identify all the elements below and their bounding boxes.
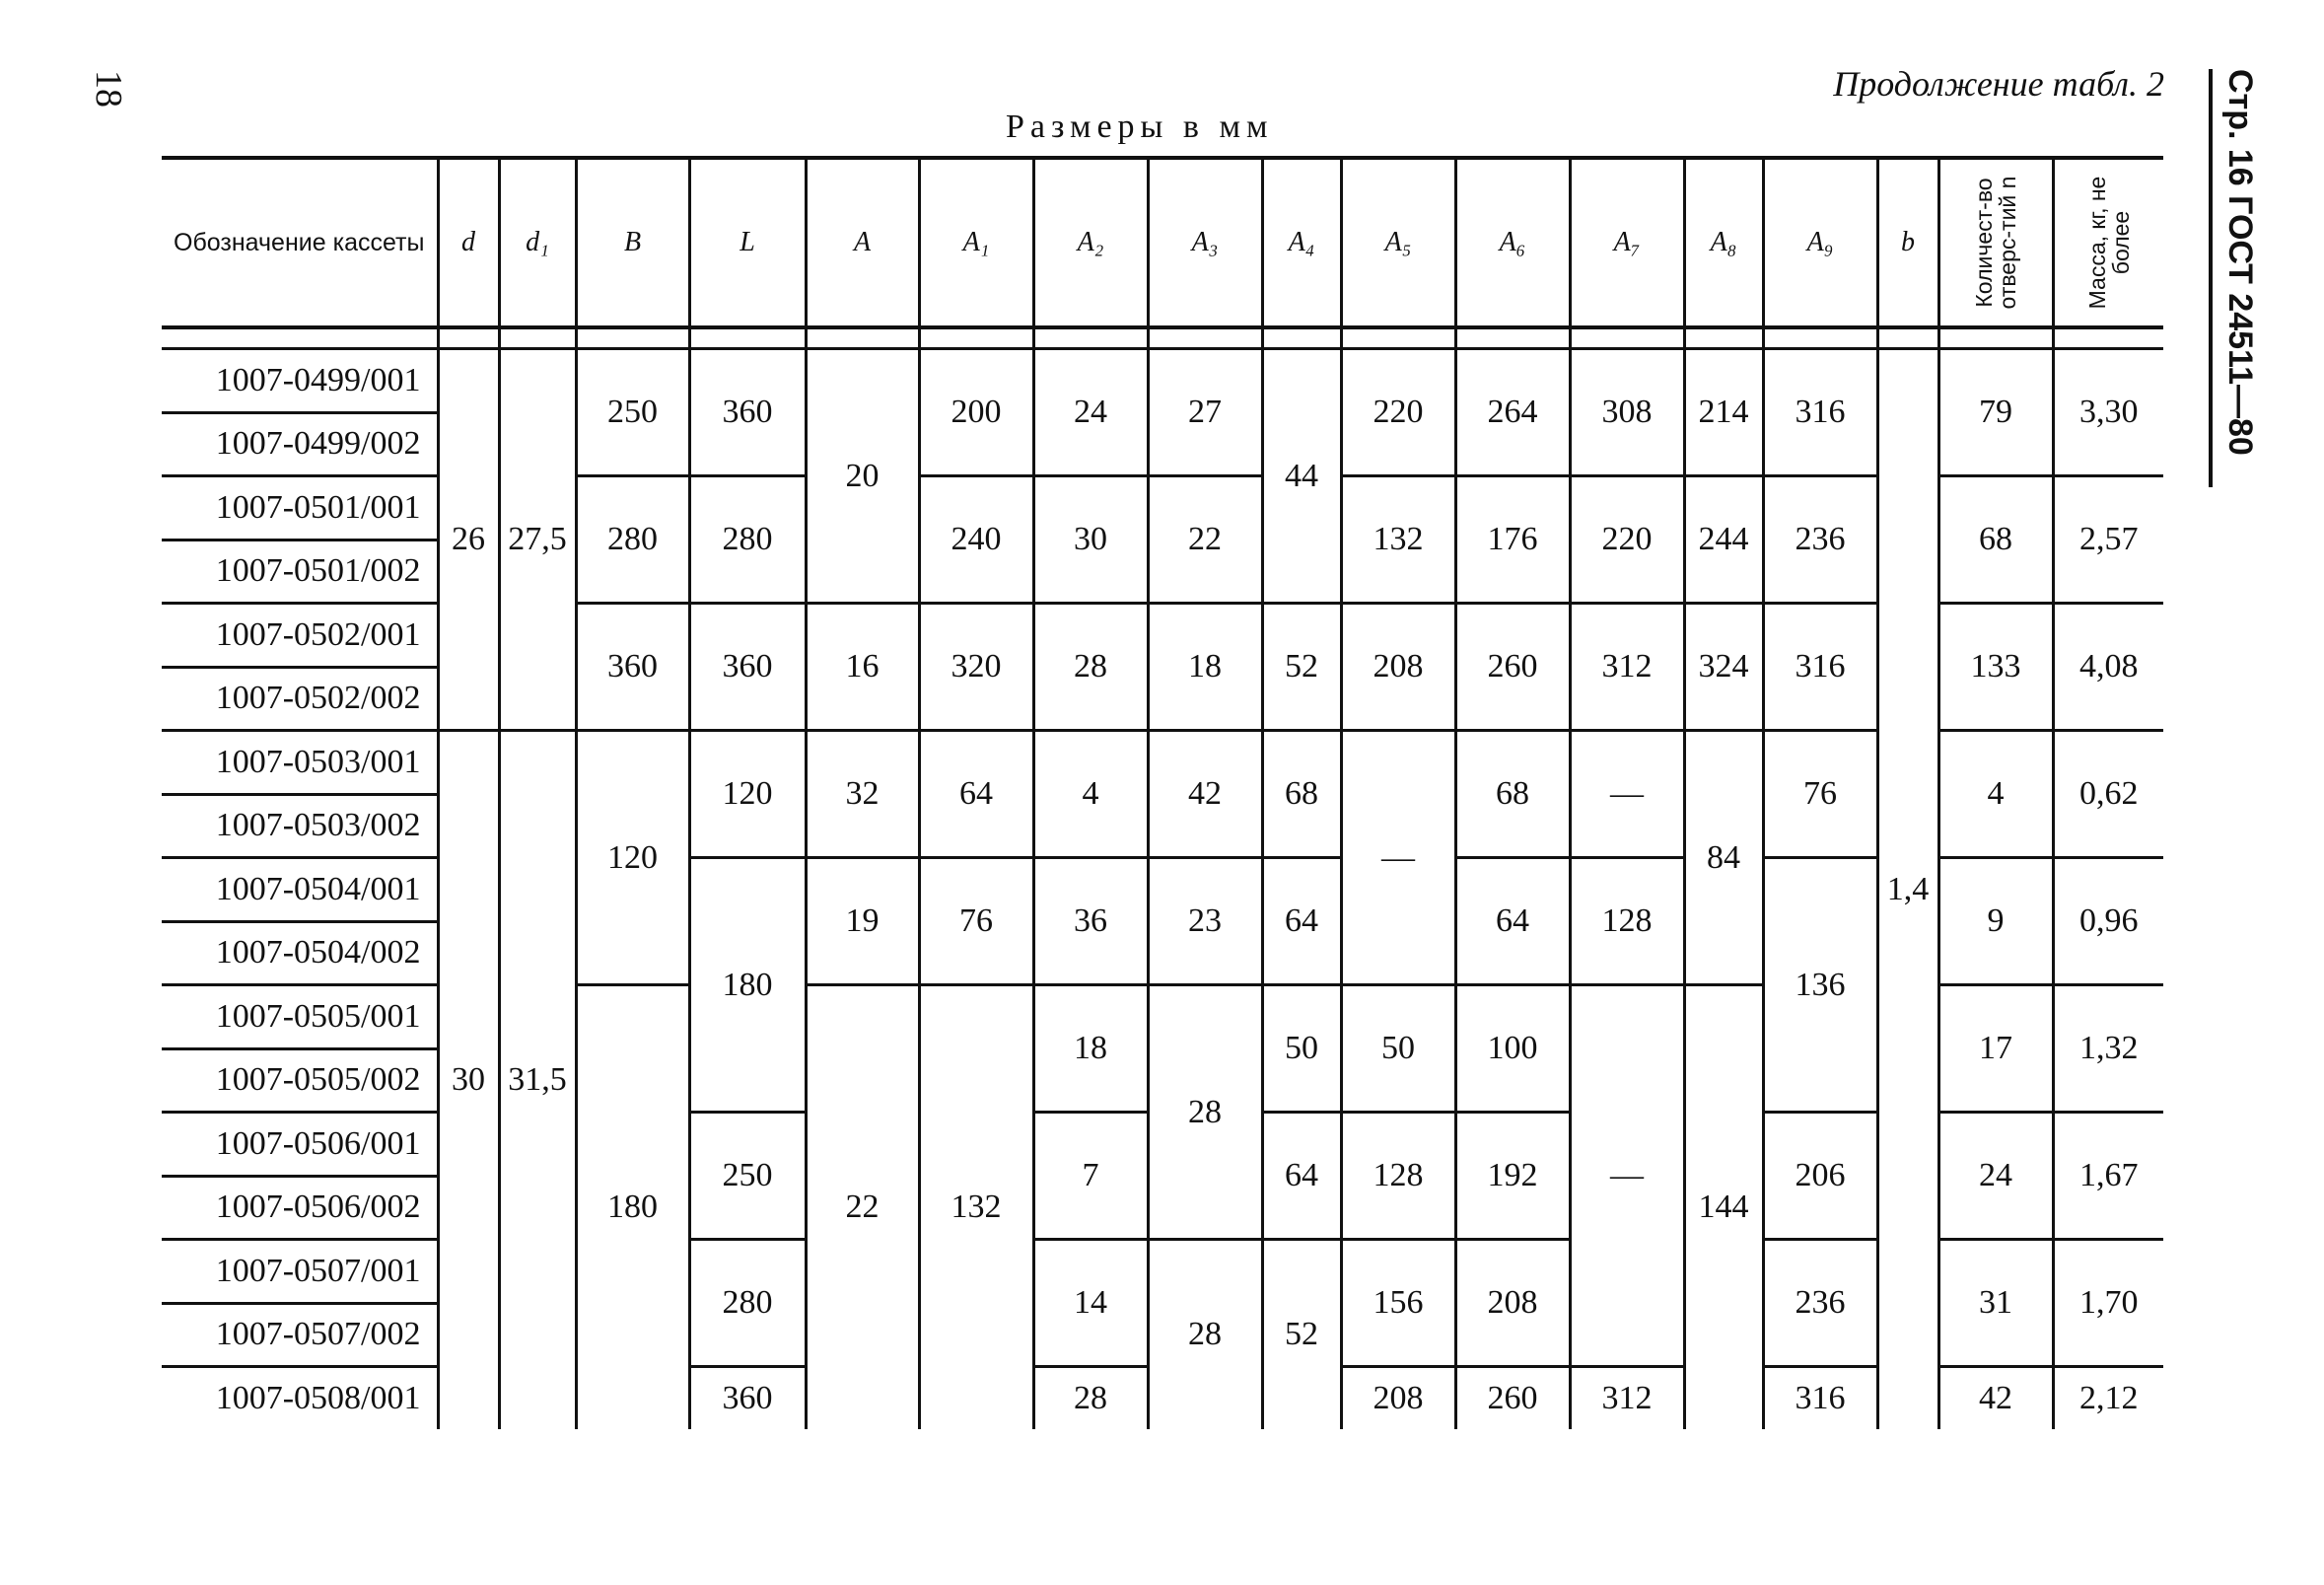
A2-cell: 28 <box>1033 1367 1148 1429</box>
B-cell: 250 <box>576 349 689 476</box>
A3-cell: 22 <box>1148 476 1262 604</box>
b-cell: 1,4 <box>1877 349 1938 1429</box>
holes-cell: 17 <box>1938 985 2053 1113</box>
designation-cell: 1007-0506/002 <box>162 1176 438 1240</box>
A4-cell: 52 <box>1262 1240 1341 1429</box>
L-cell: 360 <box>689 1367 806 1429</box>
holes-cell: 79 <box>1938 349 2053 476</box>
A3-cell: 27 <box>1148 349 1262 476</box>
header-d: d <box>438 158 499 327</box>
A2-cell: 4 <box>1033 731 1148 858</box>
A2-cell: 28 <box>1033 604 1148 731</box>
designation-cell: 1007-0506/001 <box>162 1113 438 1177</box>
dimensions-table <box>162 156 2163 1429</box>
header-d1: d₁ <box>499 158 576 327</box>
A4-cell: 52 <box>1262 604 1341 731</box>
A7-cell: 220 <box>1570 476 1684 604</box>
A6-cell: 100 <box>1455 985 1570 1113</box>
mass-cell: 3,30 <box>2053 349 2163 476</box>
A4-cell: 64 <box>1262 858 1341 985</box>
A9-cell: 316 <box>1763 1367 1877 1429</box>
A7-cell: 312 <box>1570 604 1684 731</box>
holes-cell: 24 <box>1938 1113 2053 1240</box>
A6-cell: 192 <box>1455 1113 1570 1240</box>
header-mass: Масса, кг, не более <box>2053 158 2163 327</box>
A4-cell: 64 <box>1262 1113 1341 1240</box>
table-row <box>162 731 2163 795</box>
A9-cell: 236 <box>1763 476 1877 604</box>
designation-cell: 1007-0504/001 <box>162 858 438 922</box>
A5-cell: 50 <box>1341 985 1455 1113</box>
mass-cell: 1,32 <box>2053 985 2163 1113</box>
A1-cell: 132 <box>919 985 1033 1429</box>
header-A8: A₈ <box>1684 158 1763 327</box>
L-cell: 120 <box>689 731 806 858</box>
A8-cell: 144 <box>1684 985 1763 1429</box>
mass-cell: 1,70 <box>2053 1240 2163 1367</box>
A-cell: 32 <box>806 731 919 858</box>
d1-cell: 31,5 <box>499 731 576 1429</box>
header-b: b <box>1877 158 1938 327</box>
A6-cell: 264 <box>1455 349 1570 476</box>
A9-cell: 136 <box>1763 858 1877 1113</box>
A8-cell: 324 <box>1684 604 1763 731</box>
header-A: A <box>806 158 919 327</box>
A6-cell: 208 <box>1455 1240 1570 1367</box>
header-A1: A₁ <box>919 158 1033 327</box>
A6-cell: 260 <box>1455 1367 1570 1429</box>
header-A9: A₉ <box>1763 158 1877 327</box>
d-cell: 30 <box>438 731 499 1429</box>
designation-cell: 1007-0505/002 <box>162 1048 438 1113</box>
designation-cell: 1007-0499/001 <box>162 349 438 413</box>
A8-cell: 214 <box>1684 349 1763 476</box>
A8-cell: 84 <box>1684 731 1763 985</box>
A5-cell: 208 <box>1341 1367 1455 1429</box>
A6-cell: 68 <box>1455 731 1570 858</box>
header-A5: A₅ <box>1341 158 1455 327</box>
designation-cell: 1007-0507/002 <box>162 1303 438 1367</box>
A7-cell: 312 <box>1570 1367 1684 1429</box>
units-caption: Размеры в мм <box>1006 108 1274 145</box>
A7-cell: 128 <box>1570 858 1684 985</box>
designation-cell: 1007-0507/001 <box>162 1240 438 1304</box>
header-A4: A₄ <box>1262 158 1341 327</box>
A5-cell: 208 <box>1341 604 1455 731</box>
A5-cell: 220 <box>1341 349 1455 476</box>
mass-cell: 2,57 <box>2053 476 2163 604</box>
A9-cell: 206 <box>1763 1113 1877 1240</box>
holes-cell: 68 <box>1938 476 2053 604</box>
d-cell: 26 <box>438 349 499 731</box>
holes-cell: 133 <box>1938 604 2053 731</box>
A6-cell: 64 <box>1455 858 1570 985</box>
designation-cell: 1007-0502/002 <box>162 667 438 731</box>
holes-cell: 4 <box>1938 731 2053 858</box>
holes-cell: 9 <box>1938 858 2053 985</box>
A-cell: 20 <box>806 349 919 604</box>
holes-cell: 42 <box>1938 1367 2053 1429</box>
A1-cell: 240 <box>919 476 1033 604</box>
A2-cell: 18 <box>1033 985 1148 1113</box>
B-cell: 120 <box>576 731 689 985</box>
B-cell: 360 <box>576 604 689 731</box>
side-header-text: Стр. 16 ГОСТ 24511—80 <box>2221 69 2259 456</box>
mass-cell: 0,62 <box>2053 731 2163 858</box>
designation-cell: 1007-0503/002 <box>162 794 438 858</box>
B-cell: 180 <box>576 985 689 1429</box>
mass-cell: 0,96 <box>2053 858 2163 985</box>
A-cell: 16 <box>806 604 919 731</box>
L-cell: 280 <box>689 1240 806 1367</box>
B-cell: 280 <box>576 476 689 604</box>
A2-cell: 7 <box>1033 1113 1148 1240</box>
A9-cell: 316 <box>1763 349 1877 476</box>
A1-cell: 320 <box>919 604 1033 731</box>
L-cell: 280 <box>689 476 806 604</box>
header-designation: Обозначение кассеты <box>162 158 438 327</box>
A7-cell: 308 <box>1570 349 1684 476</box>
designation-cell: 1007-0503/001 <box>162 731 438 795</box>
A2-cell: 24 <box>1033 349 1148 476</box>
header-row <box>162 158 2163 327</box>
header-A7: A₇ <box>1570 158 1684 327</box>
side-header <box>2211 69 2270 493</box>
table-row <box>162 349 2163 413</box>
A1-cell: 200 <box>919 349 1033 476</box>
L-cell: 180 <box>689 858 806 1113</box>
spacer-row <box>162 327 2163 349</box>
A4-cell: 68 <box>1262 731 1341 858</box>
A5-cell: 128 <box>1341 1113 1455 1240</box>
A5-cell: 156 <box>1341 1240 1455 1367</box>
A3-cell: 23 <box>1148 858 1262 985</box>
continuation-caption: Продолжение табл. 2 <box>1833 64 2164 104</box>
A-cell: 22 <box>806 985 919 1429</box>
mass-cell: 2,12 <box>2053 1367 2163 1429</box>
page-number: 18 <box>88 70 129 108</box>
A8-cell: 244 <box>1684 476 1763 604</box>
header-A2: A₂ <box>1033 158 1148 327</box>
A6-cell: 176 <box>1455 476 1570 604</box>
A3-cell: 18 <box>1148 604 1262 731</box>
A2-cell: 14 <box>1033 1240 1148 1367</box>
A1-cell: 76 <box>919 858 1033 985</box>
A2-cell: 36 <box>1033 858 1148 985</box>
L-cell: 250 <box>689 1113 806 1240</box>
header-L: L <box>689 158 806 327</box>
header-holes: Количест-во отверс-тий n <box>1938 158 2053 327</box>
A3-cell: 28 <box>1148 985 1262 1240</box>
A4-cell: 44 <box>1262 349 1341 604</box>
A1-cell: 64 <box>919 731 1033 858</box>
A7-cell: — <box>1570 985 1684 1367</box>
designation-cell: 1007-0505/001 <box>162 985 438 1049</box>
designation-cell: 1007-0504/002 <box>162 921 438 985</box>
d1-cell: 27,5 <box>499 349 576 731</box>
A2-cell: 30 <box>1033 476 1148 604</box>
A7-cell: — <box>1570 731 1684 858</box>
A5-cell: — <box>1341 731 1455 985</box>
designation-cell: 1007-0501/001 <box>162 476 438 540</box>
header-A6: A₆ <box>1455 158 1570 327</box>
A9-cell: 236 <box>1763 1240 1877 1367</box>
designation-cell: 1007-0508/001 <box>215 1379 421 1416</box>
designation-cell: 1007-0502/001 <box>162 604 438 668</box>
header-B: B <box>576 158 689 327</box>
A5-cell: 132 <box>1341 476 1455 604</box>
designation-cell: 1007-0501/002 <box>162 540 438 604</box>
mass-cell: 1,67 <box>2053 1113 2163 1240</box>
L-cell: 360 <box>689 349 806 476</box>
A4-cell: 50 <box>1262 985 1341 1113</box>
A9-cell: 76 <box>1763 731 1877 858</box>
A3-cell: 28 <box>1148 1240 1262 1429</box>
designation-cell: 1007-0499/002 <box>162 412 438 476</box>
holes-cell: 31 <box>1938 1240 2053 1367</box>
header-A3: A₃ <box>1148 158 1262 327</box>
A9-cell: 316 <box>1763 604 1877 731</box>
A3-cell: 42 <box>1148 731 1262 858</box>
L-cell: 360 <box>689 604 806 731</box>
A-cell: 19 <box>806 858 919 985</box>
mass-cell: 4,08 <box>2053 604 2163 731</box>
A6-cell: 260 <box>1455 604 1570 731</box>
